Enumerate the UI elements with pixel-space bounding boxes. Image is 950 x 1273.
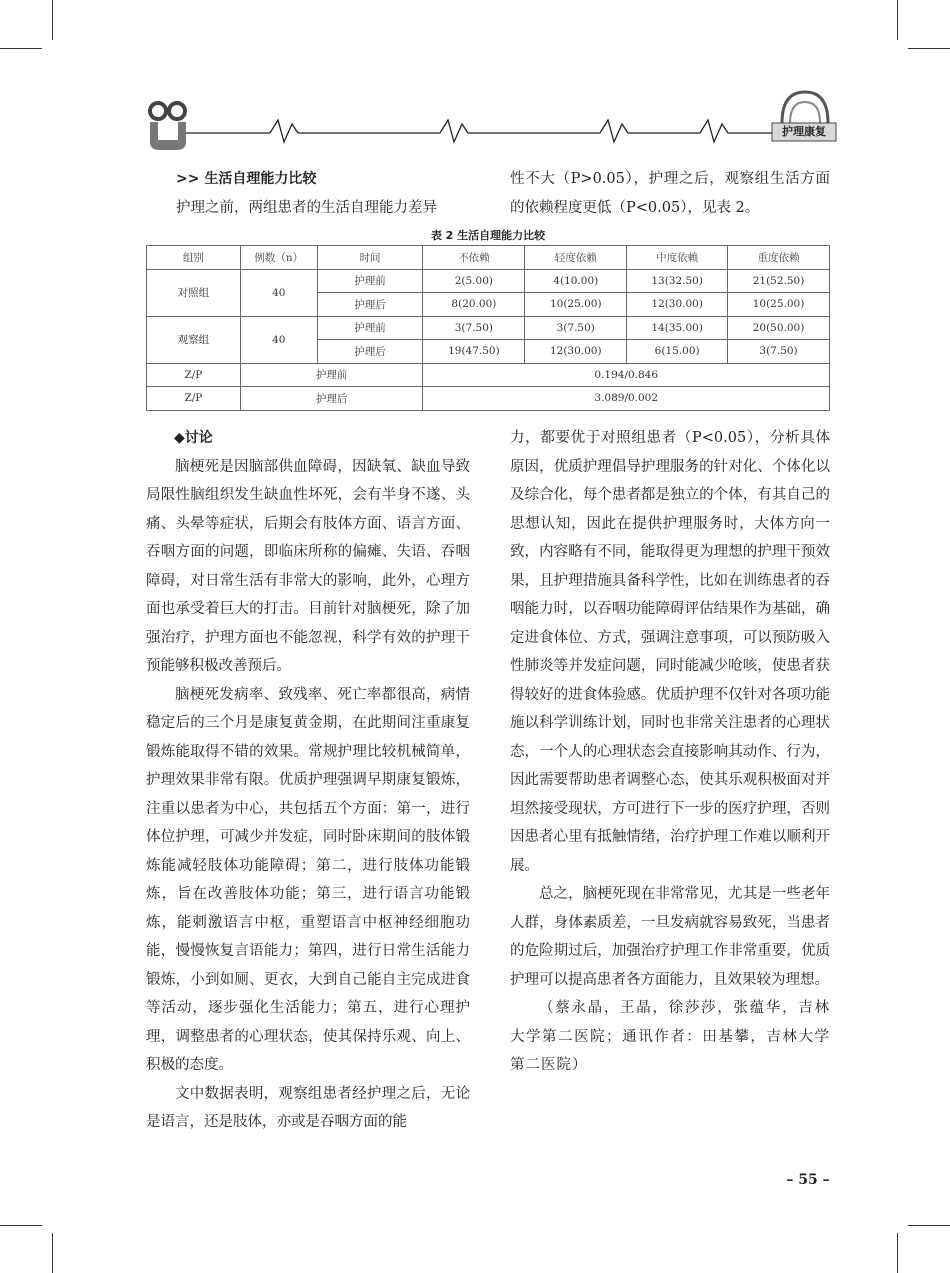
- paragraph: 护理之前，两组患者的生活自理能力差异: [176, 199, 437, 216]
- table-cell: 14(35.00): [627, 316, 728, 340]
- table-header-row: [147, 246, 830, 270]
- crop-mark: [908, 48, 950, 49]
- paragraph: 脑梗死是因脑部供血障碍，因缺氧、缺血导致局限性脑组织发生缺血性坏死，会有半身不遂、头痛、头晕等症状，后期会有肢体方面、语言方面、吞咽方面的问题，即临床所称的偏瘫、失语、吞咽障碍，对日常生活有非常大的影响，此外，心理方面也承受着巨大的打击。目前针对脑梗死，除了加强治疗，护理方面也不能忽视，科学有效的护理干预能够积极改善预后。: [146, 458, 470, 674]
- stat-label-cell: Z/P: [147, 363, 241, 387]
- stat-value-cell: 3.089/0.002: [423, 387, 830, 411]
- table-cell: 12(30.00): [525, 340, 627, 364]
- section-heading: ◆讨论: [174, 430, 213, 446]
- table-row: [147, 316, 830, 340]
- header-cell: 轻度依赖: [525, 246, 627, 270]
- stat-time-cell: 护理前: [240, 363, 423, 387]
- table-cell: 19(47.50): [423, 340, 525, 364]
- table-cell: 20(50.00): [728, 316, 830, 340]
- table-cell: 13(32.50): [627, 269, 728, 293]
- top-right-block: [510, 165, 830, 222]
- crop-mark: [908, 1225, 950, 1226]
- stats-row: [147, 363, 830, 387]
- paragraph: 力，都要优于对照组患者（P<0.05），分析具体原因，优质护理倡导护理服务的针对化、个体化以及综合化，每个患者都是独立的个体，有其自己的思想认知，因此在提供护理服务时，大体方向一致，内容略有不同，能取得更为理想的护理干预效果，且护理措施具备科学性，比如在训练患者的吞咽能力时，以吞咽功能障碍评估结果作为基础，确定进食体位、方式，强调注意事项，可以预防吸入性肺炎等并发症问题，同时能减少呛咳，使患者获得较好的进食体验感。优质护理不仅针对各项功能施以科学训练计划，同时也非常关注患者的心理状态，一个人的心理状态会直接影响其动作、行为，因此需要帮助患者调整心态，使其乐观积极面对并坦然接受现状，方可进行下一步的医疗护理，否则因患者心里有抵触情绪，治疗护理工作难以顺利开展。: [510, 430, 830, 874]
- table-cell: 21(52.50): [728, 269, 830, 293]
- left-column: [146, 424, 470, 1137]
- crop-mark: [52, 1233, 53, 1273]
- table-cell: 3(7.50): [728, 340, 830, 364]
- header-cell: 组别: [147, 246, 241, 270]
- group-name-cell: 对照组: [147, 269, 241, 316]
- data-table: [146, 245, 830, 411]
- top-left-block: [146, 165, 470, 222]
- group-name-cell: 观察组: [147, 316, 241, 363]
- table-title: 表 2 生活自理能力比较: [430, 229, 546, 242]
- header-cell: 中度依赖: [627, 246, 728, 270]
- table-cell: 10(25.00): [728, 293, 830, 317]
- crop-mark: [897, 1233, 898, 1273]
- header-wave-line: [186, 120, 772, 142]
- paragraph: 脑梗死发病率、致残率、死亡率都很高，病情稳定后的三个月是康复黄金期，在此期间注重康复锻炼能取得不错的效果。常规护理比较机械简单，护理效果非常有限。优质护理强调早期康复锻炼，注重以患者为中心，共包括五个方面：第一，进行体位护理，可减少并发症，同时卧床期间的肢体锻炼能减轻肢体功能障碍；第二，进行肢体功能锻炼，旨在改善肢体功能；第三，进行语言功能锻炼，能刺激语言中枢，重塑语言中枢神经细胞功能，慢慢恢复言语能力；第四，进行日常生活能力锻炼，小到如厕、更衣，大到自己能自主完成进食等活动，逐步强化生活能力；第五，进行心理护理，调整患者的心理状态，使其保持乐观、向上、积极的态度。: [146, 686, 470, 1073]
- time-cell: 护理前: [317, 316, 423, 340]
- paragraph: 总之，脑梗死现在非常常见，尤其是一些老年人群，身体素质差，一旦发病就容易致死，当患者的危险期过后，加强治疗护理工作非常重要，优质护理可以提高患者各方面能力，且效果较为理想。: [510, 886, 830, 988]
- time-cell: 护理前: [317, 269, 423, 293]
- header-cell: 例数（n）: [240, 246, 317, 270]
- table-row: [147, 269, 830, 293]
- table-cell: 4(10.00): [525, 269, 627, 293]
- crop-mark: [0, 48, 42, 49]
- page-number: – 55 –: [786, 1172, 830, 1188]
- group-n-cell: 40: [240, 269, 317, 316]
- time-cell: 护理后: [317, 340, 423, 364]
- crop-mark: [897, 0, 898, 40]
- group-n-cell: 40: [240, 316, 317, 363]
- table-cell: 12(30.00): [627, 293, 728, 317]
- section-brand-label: 护理康复: [782, 125, 826, 138]
- stat-label-cell: Z/P: [147, 387, 241, 411]
- header-cell: 不依赖: [423, 246, 525, 270]
- stats-row: [147, 387, 830, 411]
- header-decoration: [0, 80, 950, 160]
- right-column: [510, 424, 830, 1080]
- stat-value-cell: 0.194/0.846: [423, 363, 830, 387]
- logo-icon: [150, 103, 186, 150]
- table-cell: 10(25.00): [525, 293, 627, 317]
- crop-mark: [52, 0, 53, 40]
- paragraph: 性不大（P>0.05），护理之后，观察组生活方面的依赖程度更低（P<0.05），见表 2。: [510, 171, 830, 216]
- author-note: （蔡永晶，王晶，徐莎莎，张蕴华，吉林大学第二医院；通讯作者：田基攀，吉林大学第二医院）: [510, 1000, 830, 1073]
- crop-mark: [0, 1225, 42, 1226]
- table-cell: 3(7.50): [423, 316, 525, 340]
- stat-time-cell: 护理后: [240, 387, 423, 411]
- paragraph: 文中数据表明，观察组患者经护理之后，无论是语言，还是肢体，亦或是吞咽方面的能: [146, 1085, 470, 1130]
- header-cell: 重度依赖: [728, 246, 830, 270]
- time-cell: 护理后: [317, 293, 423, 317]
- table-cell: 6(15.00): [627, 340, 728, 364]
- table-cell: 2(5.00): [423, 269, 525, 293]
- table-cell: 3(7.50): [525, 316, 627, 340]
- header-cell: 时间: [317, 246, 423, 270]
- subheading: >> 生活自理能力比较: [176, 171, 317, 187]
- table-cell: 8(20.00): [423, 293, 525, 317]
